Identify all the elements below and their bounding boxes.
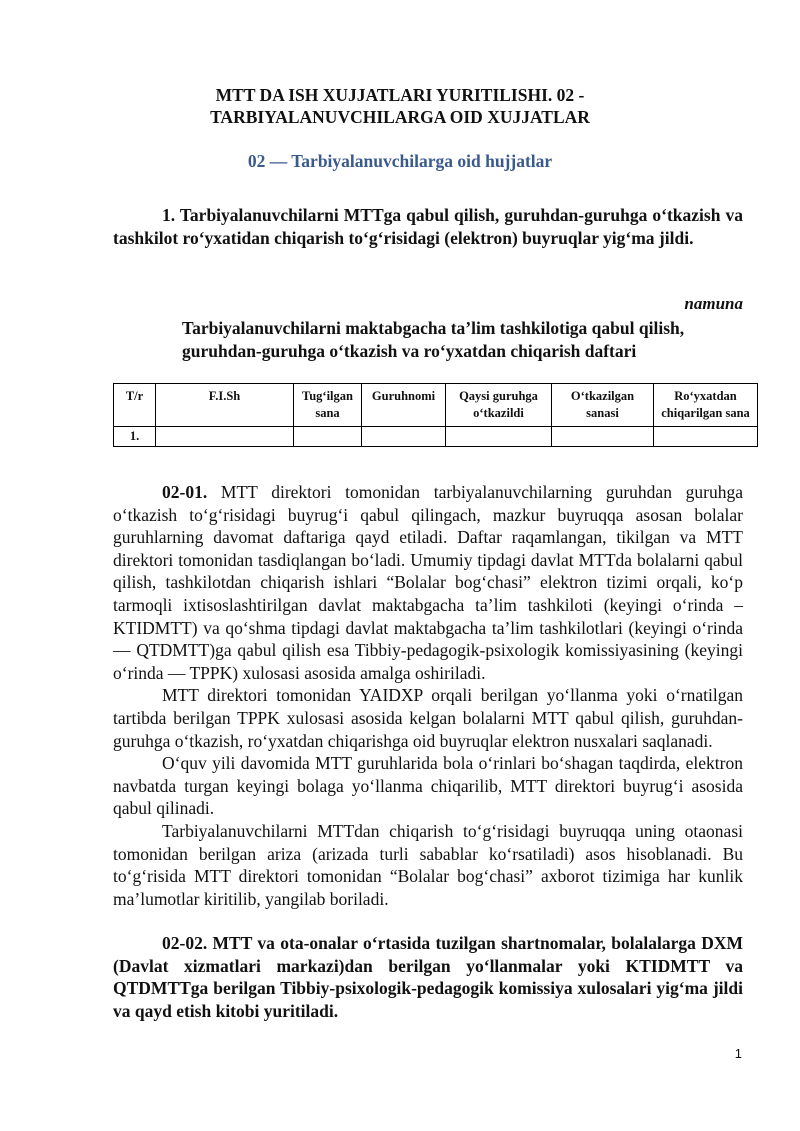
table-header-cell: T/r xyxy=(114,384,156,427)
table-cell xyxy=(654,427,758,447)
table-cell xyxy=(156,427,294,447)
paragraph-02-02: 02-02. MTT va ota-onalar o‘rtasida tuzilgan shartnomalar, bolalalarga DXM (Davlat xizmatlari markazi)dan berilgan yo‘llanmalar yoki KTIDMTT va QTDMTTga berilgan Tibbiy-psixologik-pedagogik komissiya xulosalari yig‘ma jildi va qayd etish kitobi yuritiladi. xyxy=(113,933,743,1022)
table-header-cell: Tug‘ilgan sana xyxy=(294,384,362,427)
register-table xyxy=(113,383,758,447)
table-header-cell: O‘tkazilgan sanasi xyxy=(552,384,654,427)
paragraph-label: 02-01. xyxy=(162,482,208,502)
body-text xyxy=(113,481,743,1023)
table-cell xyxy=(552,427,654,447)
section-1-heading-text: 1. Tarbiyalanuvchilarni MTTga qabul qilish, guruhdan-guruhga o‘tkazish va tashkilot ro‘yxatidan chiqarish to‘g‘risidagi (elektron) buyruqlar yig‘ma jildi. xyxy=(113,205,743,248)
table-header-cell: Qaysi guruhga o‘tkazildi xyxy=(446,384,552,427)
table-header-cell: Ro‘yxatdan chiqarilgan sana xyxy=(654,384,758,427)
paragraph: MTT direktori tomonidan YAIDXP orqali berilgan yo‘llanma yoki o‘rnatilgan tartibda berilgan TPPK xulosasi asosida kelgan bolalarni MTT qabul qilish, guruhdan-guruhga o‘tkazish, ro‘yxatdan chiqarishga oid buyruqlar elektron nusxalari saqlanadi. xyxy=(113,685,743,751)
document-title xyxy=(0,84,800,128)
table-row xyxy=(114,427,758,447)
table-header-cell: Guruhnomi xyxy=(362,384,446,427)
table-header-cell: F.I.Sh xyxy=(156,384,294,427)
paragraph-02-01 xyxy=(113,481,743,684)
table-title: Tarbiyalanuvchilarni maktabgacha ta’lim tashkilotiga qabul qilish, guruhdan-guruhga o‘tkazish va ro‘yxatdan chiqarish daftari xyxy=(182,318,685,361)
paragraph: Tarbiyalanuvchilarni MTTdan chiqarish to‘g‘risidagi buyruqqa uning otaonasi tomonidan berilgan ariza (arizada turli sabablar ko‘rsatiladi) asos hisoblanadi. Bu to‘g‘risida MTT direktori tomonidan “Bolalar bog‘chasi” axborot tizimiga har kunlik ma’lumotlar kiritilib, yangilab boriladi. xyxy=(113,820,743,909)
table-cell: 1. xyxy=(114,427,156,447)
page-number: 1 xyxy=(734,1046,742,1061)
paragraph-text: MTT direktori tomonidan tarbiyalanuvchilarning guruhdan guruhga o‘tkazish to‘g‘risidagi buyrug‘i qabul qilingach, mazkur buyruqqa asosan bolalar guruhlarning davomat daftariga qayd etiladi. Daftar raqamlangan, tikilgan va MTT direktori tomonidan tasdiqlangan bo‘ladi. Umumiy tipdagi davlat MTTda bolalarni qabul qilish, tashkilotdan chiqarish ishlari “Bolalar bog‘chasi” elektron tizimi orqali, ko‘p tarmoqli ixtisoslashtirilgan davlat maktabgacha ta’lim tashkiloti (keyingi o‘rinda – KTIDMTT) va qo‘shma tipdagi davlat maktabgacha ta’lim tashkilotlari (keyingi o‘rinda — QTDMTT)ga qabul qilish esa Tibbiy-pedagogik-psixologik komissiyasining (keyingi o‘rinda — TPPK) xulosasi asosida amalga oshiriladi. xyxy=(113,482,743,683)
title-line-2: TARBIYALANUVCHILARGA OID XUJJATLAR xyxy=(210,107,590,127)
table-cell xyxy=(294,427,362,447)
paragraph: O‘quv yili davomida MTT guruhlarida bola o‘rinlari bo‘shagan taqdirda, elektron navbatda turgan keyingi bolaga yo‘llanma chiqarilib, MTT direktori buyrug‘i asosida qabul qilinadi. xyxy=(113,753,743,819)
table-cell xyxy=(446,427,552,447)
table-cell xyxy=(362,427,446,447)
table-header-row xyxy=(114,384,758,427)
document-subtitle: 02 — Tarbiyalanuvchilarga oid hujjatlar xyxy=(247,151,553,171)
title-line-1: MTT DA ISH XUJJATLARI YURITILISHI. 02 - xyxy=(215,85,585,105)
sample-label: namuna xyxy=(684,294,743,313)
section-1-heading xyxy=(113,204,743,249)
